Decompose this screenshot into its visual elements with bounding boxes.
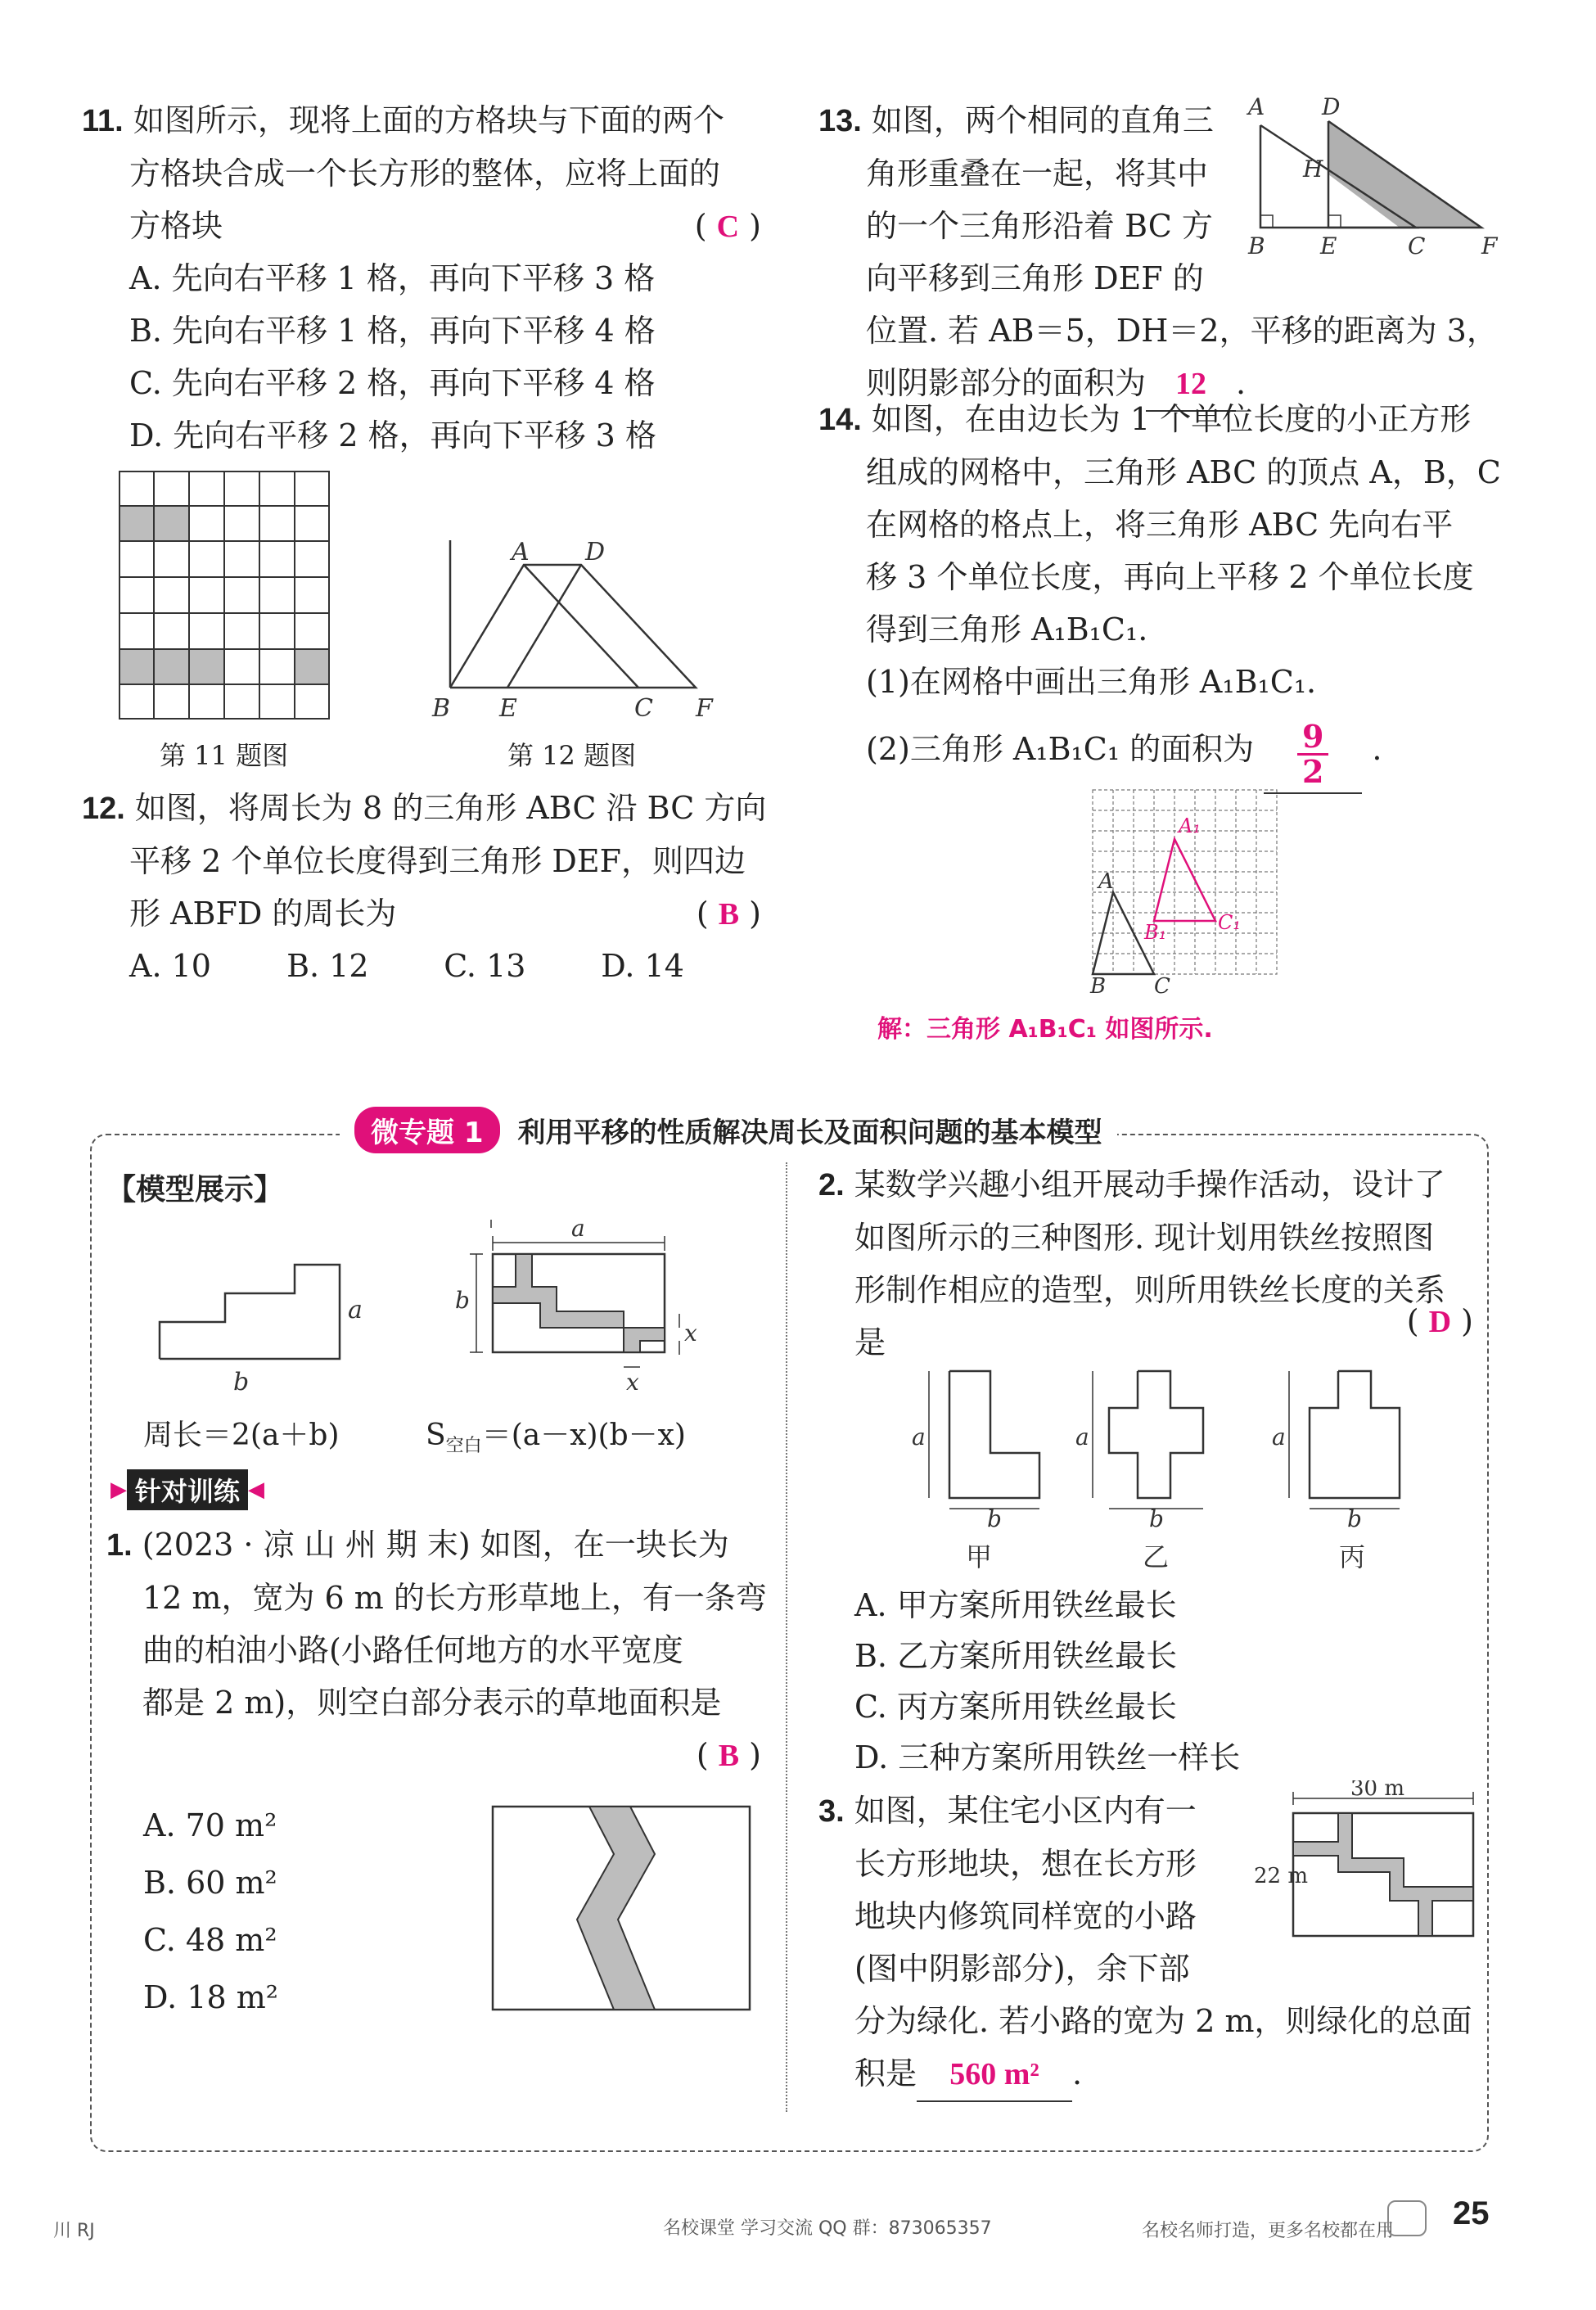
q13-label-b: B (1248, 232, 1265, 259)
footer-logo-icon (1387, 2200, 1427, 2236)
p2-line-4: 是 (854, 1324, 886, 1360)
p2-number: 2. (818, 1168, 845, 1202)
q13-line-5: 位置. 若 AB＝5，DH＝2，平移的距离为 3， (866, 313, 1498, 349)
q14-answer-denominator: 2 (1302, 752, 1324, 790)
q11-line-2: 方格块合成一个长方形的整体，应将上面的 (129, 156, 721, 192)
q14-line-1: 如图，在由边长为 1 个单位长度的小正方形 (871, 401, 1472, 437)
p1-options (143, 1797, 278, 2026)
p3-width-label: 30 m (1350, 1780, 1405, 1801)
q11-answer: C (716, 210, 740, 244)
q12-number: 12. (82, 792, 125, 826)
q14-label-c: C (1154, 974, 1170, 995)
p3-line-5: 分为绿化. 若小路的宽为 2 m，则绿化的总面 (854, 2003, 1472, 2039)
q12-label-f: F (696, 694, 713, 723)
p2-option-a: A. 甲方案所用铁丝最长 (854, 1587, 1177, 1623)
p1-option-a: A. 70 m² (143, 1807, 277, 1843)
training-label (110, 1469, 264, 1510)
q12-answer: B (718, 897, 740, 932)
q14-grid-figure (1072, 782, 1293, 995)
problem-1 (106, 1518, 767, 1781)
q14-label-c1: C₁ (1218, 911, 1241, 934)
q14-label-b: B (1090, 974, 1107, 995)
q13-figure (1244, 97, 1514, 260)
q13-line-2: 角形重叠在一起，将其中 (866, 156, 1209, 192)
page-number: 25 (1453, 2195, 1490, 2231)
question-12 (82, 782, 767, 992)
model-heading: 【模型展示】 (106, 1173, 284, 1207)
p2-option-c: C. 丙方案所用铁丝最长 (854, 1689, 1177, 1725)
problem-3: 3. 如图，某住宅小区内有一 长方形地块，想在长方形 地块内修筑同样宽的小路 (图中阴影部分)，余下部 分为绿化. 若小路的宽为 2 m，则绿化的总面 积是 560 m² . (818, 1784, 1473, 2102)
topic-title: 利用平移的性质解决周长及面积问题的基本模型 (517, 1116, 1102, 1149)
q14-sub-2: (2)三角形 A₁B₁C₁ 的面积为 (866, 731, 1255, 767)
q11-option-c: C. 先向右平移 2 格，再向下平移 4 格 (129, 365, 656, 401)
q13-line-3: 的一个三角形沿着 BC 方 (866, 208, 1213, 244)
q12-label-e: E (499, 694, 517, 723)
q13-label-f: F (1481, 232, 1498, 259)
p2-line-3: 形制作相应的造型，则所用铁丝长度的关系 (854, 1272, 1446, 1308)
problem-2 (818, 1158, 1473, 1369)
q13-label-a: A (1248, 97, 1265, 120)
q14-label-b1: B₁ (1144, 921, 1167, 944)
p3-line-3: 地块内修筑同样宽的小路 (854, 1898, 1197, 1934)
p2-fig1-b: b (987, 1505, 1002, 1532)
q14-label-a1: A₁ (1179, 814, 1201, 837)
p2-figures (908, 1363, 1481, 1584)
footer-left: 川 RJ (53, 2221, 95, 2241)
q11-number: 11. (82, 104, 124, 138)
q11-grid-figure (119, 471, 331, 720)
q13-label-h: H (1303, 156, 1323, 183)
q12-label-a: A (512, 540, 530, 566)
q12-option-c: C. 13 (444, 948, 526, 984)
footer-right: 名校名师打造，更多名校都在用 (1142, 2221, 1395, 2241)
p3-height-label: 22 m (1254, 1864, 1309, 1888)
q11-line-3: 方格块 (129, 208, 223, 244)
q12-label-d: D (585, 540, 606, 566)
model2-label-a: a (571, 1220, 585, 1242)
p1-line-3: 曲的柏油小路(小路任何地方的水平宽度 (142, 1632, 683, 1668)
q11-option-b: B. 先向右平移 1 格，再向下平移 4 格 (129, 313, 656, 349)
q14-sub-1: (1)在网格中画出三角形 A₁B₁C₁. (866, 664, 1317, 700)
q12-option-a: A. 10 (129, 948, 211, 984)
p3-plot-figure (1252, 1780, 1490, 1944)
q12-label-b: B (432, 694, 451, 723)
q14-solution: 解：三角形 A₁B₁C₁ 如图所示. (877, 1015, 1213, 1044)
model-label-b: b (233, 1368, 250, 1392)
p2-fig1-a: a (912, 1423, 926, 1451)
q13-label-c: C (1408, 232, 1426, 259)
model2-label-b: b (455, 1287, 470, 1314)
p1-line-2: 12 m，宽为 6 m 的长方形草地上，有一条弯 (142, 1580, 767, 1616)
model-path-figure (450, 1220, 728, 1400)
model-formula-2 (426, 1412, 686, 1457)
p3-line-4: (图中阴影部分)，余下部 (854, 1951, 1190, 1987)
q14-line-5: 得到三角形 A₁B₁C₁. (866, 611, 1148, 647)
p3-number: 3. (818, 1794, 845, 1829)
model-formula-1: 周长＝2(a＋b) (143, 1419, 340, 1452)
q14-answer-numerator: 9 (1297, 720, 1328, 756)
p2-option-b: B. 乙方案所用铁丝最长 (854, 1638, 1178, 1674)
model2-label-x-bottom: x (626, 1369, 639, 1396)
p1-line-4: 都是 2 m)，则空白部分表示的草地面积是 (142, 1685, 722, 1721)
q12-label-c: C (634, 694, 653, 723)
p2-fig3-a: a (1272, 1423, 1286, 1451)
p2-fig2-b: b (1149, 1505, 1164, 1532)
q12-line-2: 平移 2 个单位长度得到三角形 DEF，则四边 (129, 843, 746, 879)
q11-option-d: D. 先向右平移 2 格，再向下平移 3 格 (129, 417, 656, 453)
p1-answer: B (718, 1739, 740, 1773)
q14-number: 14. (818, 403, 862, 437)
footer-center: 名校课堂 学习交流 QQ 群：873065357 (663, 2218, 992, 2239)
p1-option-c: C. 48 m² (143, 1922, 277, 1958)
q12-line-3: 形 ABFD 的周长为 (129, 896, 397, 932)
q12-figure (417, 540, 728, 729)
q14-line-3: 在网格的格点上，将三角形 ABC 先向右平 (866, 507, 1454, 543)
model2-label-x-right: x (684, 1320, 697, 1347)
model-stair-figure (151, 1244, 381, 1392)
q14-answer-fraction (1297, 717, 1328, 790)
training-arrow-left-icon: ▶ (110, 1478, 127, 1502)
p1-option-b: B. 60 m² (143, 1865, 277, 1901)
p1-line-1: (2023 · 凉 山 州 期 末) 如图，在一块长为 (142, 1527, 729, 1563)
q12-option-b: B. 12 (286, 948, 369, 984)
q14-label-a: A (1098, 869, 1114, 894)
formula2-sub: 空白 (445, 1436, 482, 1457)
p3-line-1: 如图，某住宅小区内有一 (854, 1793, 1197, 1829)
q14-line-4: 移 3 个单位长度，再向上平移 2 个单位长度 (866, 559, 1474, 595)
q12-answer-paren: ( B ) (696, 896, 761, 932)
q13-answer: 12 (1146, 358, 1236, 412)
p2-line-1: 某数学兴趣小组开展动手操作活动，设计了 (854, 1166, 1445, 1202)
p1-lawn-figure (491, 1805, 753, 2018)
q11-caption: 第 11 题图 (160, 740, 289, 771)
p2-line-2: 如图所示的三种图形. 现计划用铁丝按照图 (854, 1220, 1435, 1256)
p2-answer: D (1428, 1305, 1452, 1339)
question-13: 13. 如图，两个相同的直角三 角形重叠在一起，将其中 的一个三角形沿着 BC 方 向平移到三角形 DEF 的 位置. 若 AB＝5，DH＝2，平移的距离为 3， 则阴影部分的面积为 12 . (818, 94, 1498, 412)
question-14: 14. 如图，在由边长为 1 个单位长度的小正方形 组成的网格中，三角形 ABC 的顶点 A，B，C 在网格的格点上，将三角形 ABC 先向右平 移 3 个单位长度，再向上平移 2 个单位长度 得到三角形 A₁B₁C₁. (1)在网格中画出三角形 A₁B₁C₁. (2)三角形 A₁B₁C₁ 的面积为 $\frac{9}{2}$ . (818, 393, 1522, 790)
q13-label-d: D (1322, 97, 1341, 120)
p2-fig3-b: b (1347, 1505, 1362, 1532)
q13-line-4: 向平移到三角形 DEF 的 (866, 260, 1204, 296)
q11-answer-paren: ( C ) (694, 208, 761, 244)
training-text: 针对训练 (127, 1469, 248, 1510)
p2-answer-paren: ( D ) (1406, 1303, 1473, 1339)
q14-line-2: 组成的网格中，三角形 ABC 的顶点 A，B，C (866, 454, 1501, 490)
topic-tag: 微专题 1 (354, 1107, 500, 1153)
p3-line-2: 长方形地块，想在长方形 (854, 1846, 1197, 1882)
p1-number: 1. (106, 1528, 133, 1563)
formula2-rest: ＝(a－x)(b－x) (481, 1419, 686, 1452)
model-label-a: a (348, 1296, 363, 1324)
topic-heading (340, 1105, 1117, 1154)
q11-line-1: 如图所示，现将上面的方格块与下面的两个 (133, 102, 724, 138)
p2-fig2-a: a (1075, 1423, 1089, 1451)
formula2-s: S (426, 1419, 446, 1452)
q11-option-a: A. 先向右平移 1 格，再向下平移 3 格 (129, 260, 656, 296)
p2-fig2-label: 乙 (1143, 1541, 1170, 1572)
training-arrow-right-icon: ◀ (248, 1478, 265, 1502)
p3-answer: 560 m² (917, 2048, 1072, 2102)
q13-number: 13. (818, 104, 862, 138)
q13-line-6: 则阴影部分的面积为 (866, 365, 1147, 401)
q12-caption: 第 12 题图 (507, 740, 637, 771)
question-11 (82, 94, 761, 462)
topic-divider (786, 1162, 787, 2112)
q12-option-d: D. 14 (601, 948, 684, 984)
q13-label-e: E (1320, 232, 1337, 259)
q13-line-1: 如图，两个相同的直角三 (871, 102, 1214, 138)
p2-fig1-label: 甲 (966, 1541, 993, 1572)
p2-options (854, 1580, 1240, 1783)
p2-fig3-label: 丙 (1339, 1541, 1366, 1572)
p2-option-d: D. 三种方案所用铁丝一样长 (854, 1739, 1241, 1775)
p3-line-6: 积是 (854, 2055, 917, 2091)
q12-line-1: 如图，将周长为 8 的三角形 ABC 沿 BC 方向 (134, 790, 767, 826)
p1-answer-paren: ( B ) (696, 1737, 761, 1773)
p1-option-d: D. 18 m² (143, 1979, 278, 2015)
